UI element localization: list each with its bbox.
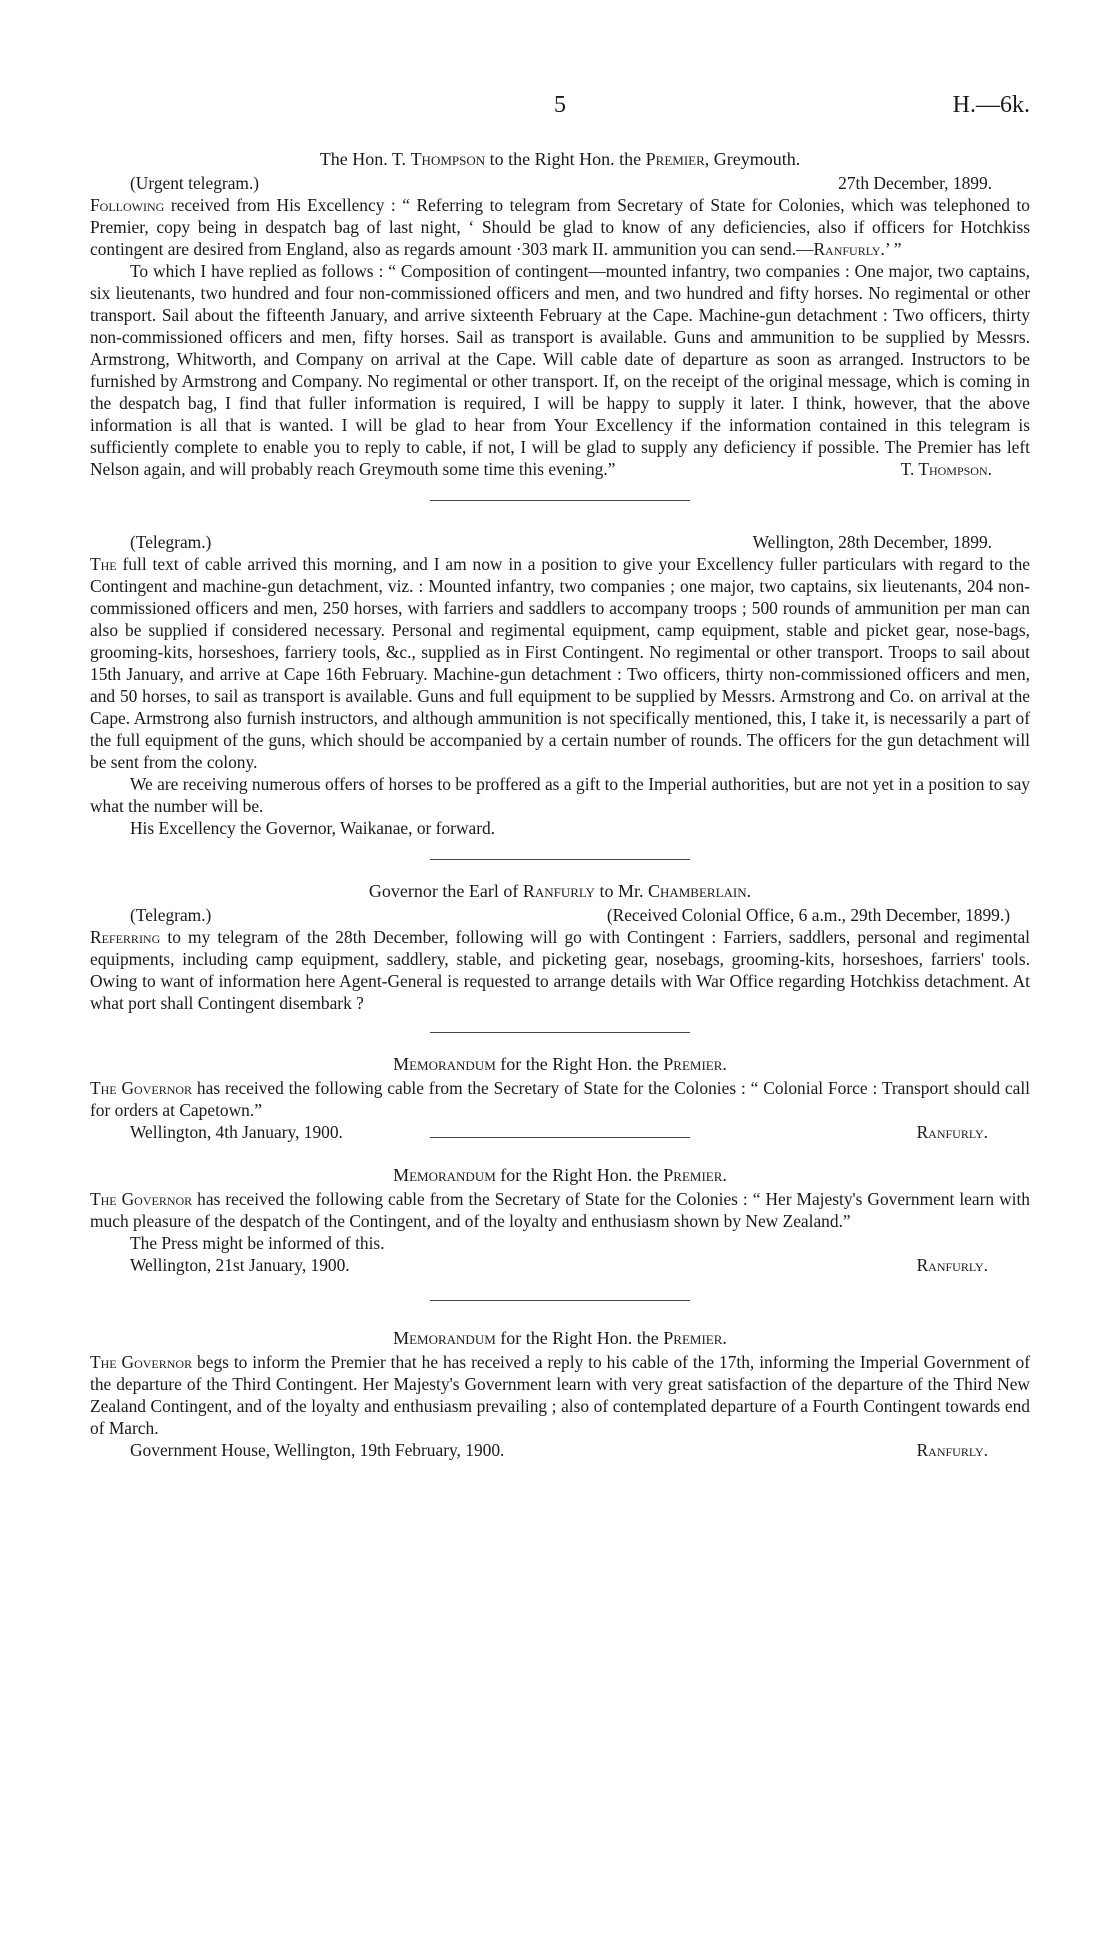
place-date: Wellington, 4th January, 1900. xyxy=(130,1122,343,1142)
title-text: to Mr. xyxy=(594,881,648,901)
section-ranfurly-chamberlain xyxy=(90,880,1030,1014)
signoff xyxy=(90,1121,1030,1143)
paragraph xyxy=(90,1077,1030,1121)
paragraph-lead: Following xyxy=(90,195,165,215)
title-lead: Memorandum xyxy=(393,1328,496,1348)
divider xyxy=(430,1137,690,1138)
page-number: 5 xyxy=(554,92,566,118)
document-page xyxy=(90,92,1030,1461)
title-name: Premier xyxy=(663,1165,723,1185)
paragraph-text: To which I have replied as follows : “ Composition of contingent—mounted infantry, two companies : One major, two captains, six lieutenants, two hundred and four non-commissioned officers and men, and two hundred and fifty horses. No regimental or other transport. Sail about the fifteenth January, and arrive sixteenth February at the Cape. Machine-gun detachment : Two officers, thirty non-commissioned officers and men, fifty horses. Sail as transport is available. Guns and ammunition to be supplied by Messrs. Armstrong, Whitworth, and Company on arrival at the Cape. Will cable date of departure as soon as arranged. Instructors to be furnished by Armstrong and Company. No regimental or other transport. If, on the receipt of the original message, which is coming in the despatch bag, I find that fuller information is required, I will be happy to supply it later. I think, however, that the above information is all that is wanted. I will be glad to hear from Your Excellency if the information contained in this telegram is sufficiently complete to enable you to reply to cable, if not, I will be glad to supply any deficiency if possible. The Premier has left Nelson again, and will probably reach Greymouth some time this evening.” xyxy=(90,261,1030,479)
section-memorandum-3 xyxy=(90,1327,1030,1461)
title-text: for the Right Hon. the xyxy=(495,1165,664,1185)
paragraph xyxy=(90,553,1030,773)
title-text: . xyxy=(722,1054,727,1074)
telegram-date: 27th December, 1899. xyxy=(838,173,992,193)
paragraph-text: full text of cable arrived this morning, and I am now in a position to give your Excellency fuller particulars with regard to the Contingent and machine-gun detachment, viz. : Mounted infantry, two companies ; one major, two captains, six lieutenants, 204 non-commissioned officers and men, 250 horses, with farriers and saddlers to accompany troops ; 500 rounds of ammunition per man can also be supplied if considered necessary. Personal and regimental equipment, camp equipment, stable and picket gear, nose-bags, grooming-kits, horseshoes, farriery tools, &c., supplied as in First Contingent. No regimental or other transport. Troops to sail about 15th January, and arrive at Cape 16th February. Machine-gun detachment : Two officers, thirty non-commissioned officers and men, and 50 horses, to sail as transport is available. Guns and full equipment to be supplied by Messrs. Armstrong and Co. on arrival at the Cape. Armstrong also furnish instructors, and although ammunition is not specifically mentioned, this, I take it, is necessarily a part of the full equipment of the guns, which should be accompanied by a certain number of rounds. The officers for the gun detachment will be sent from the colony. xyxy=(90,554,1030,772)
paragraph-text: .’ ” xyxy=(880,239,902,259)
title-text: . xyxy=(722,1165,727,1185)
title-name: Premier xyxy=(663,1328,723,1348)
telegram-date: (Received Colonial Office, 6 a.m., 29th December, 1899.) xyxy=(606,905,1010,925)
telegram-date: Wellington, 28th December, 1899. xyxy=(752,532,992,552)
title-name: Premier xyxy=(645,149,705,169)
section-wellington-telegram xyxy=(90,531,1030,839)
section-memorandum-2 xyxy=(90,1164,1030,1276)
divider xyxy=(430,1300,690,1301)
paragraph xyxy=(90,1188,1030,1232)
section-title xyxy=(90,880,1030,902)
telegram-meta xyxy=(90,172,1030,194)
paragraph-text: has received the following cable from the Secretary of State for the Colonies : “ Her Majesty's Government learn with much pleasure of the despatch of the Contingent, and of the loyalty and enthusiasm shown by New Zealand.” xyxy=(90,1189,1030,1231)
title-text: to the Right Hon. the xyxy=(485,149,646,169)
telegram-type: (Urgent telegram.) xyxy=(130,173,260,193)
paragraph xyxy=(90,926,1030,1014)
signature: Ranfurly. xyxy=(916,1440,988,1460)
section-thompson-telegram xyxy=(90,148,1030,480)
title-lead: Memorandum xyxy=(393,1054,496,1074)
section-title xyxy=(90,1053,1030,1075)
signoff xyxy=(90,1254,1030,1276)
title-name: Ranfurly xyxy=(522,881,595,901)
signature: Ranfurly. xyxy=(916,1122,988,1142)
paragraph-lead: The Governor xyxy=(90,1078,193,1098)
telegram-meta xyxy=(90,531,1030,553)
addressee: His Excellency the Governor, Waikanae, or forward. xyxy=(130,818,496,838)
divider xyxy=(430,859,690,860)
paragraph-text: to my telegram of the 28th December, following will go with Contingent : Farriers, saddlers, personal and regimental equipments, including camp equipment, saddlery, stable, and picketing gear, nosebags, grooming-kits, horseshoes, farriers' tools. Owing to want of information here Agent-General is requested to arrange details with War Office regarding Hotchkiss detachment. At what port shall Contingent disembark ? xyxy=(90,927,1030,1013)
paragraph-text: has received the following cable from the Secretary of State for the Colonies : “ Colonial Force : Transport should call for orders at Capetown.” xyxy=(90,1078,1031,1120)
section-title xyxy=(90,148,1030,170)
signature: T. Thompson. xyxy=(900,459,992,479)
telegram-type: (Telegram.) xyxy=(130,532,212,552)
page-header xyxy=(90,92,1030,128)
paragraph-lead: The Governor xyxy=(90,1352,193,1372)
title-text: , Greymouth. xyxy=(704,149,801,169)
place-date: Wellington, 21st January, 1900. xyxy=(130,1255,350,1275)
paragraph-text: received from His Excellency : “ Referring to telegram from Secretary of State for Colonies, which was telephoned to Premier, copy being in despatch bag of last night, ‘ Should be glad to know of any deficiencies, also if officers for Hotchkiss contingent are desired from England, also as regards amount ·303 mark II. ammunition you can send.— xyxy=(90,195,1030,259)
telegram-type: (Telegram.) xyxy=(130,905,212,925)
paragraph: We are receiving numerous offers of horses to be proffered as a gift to the Imperial authorities, but are not yet in a position to say what the number will be. xyxy=(90,774,1030,816)
paragraph-lead: The Governor xyxy=(90,1189,193,1209)
note: The Press might be informed of this. xyxy=(130,1233,385,1253)
title-name: Chamberlain xyxy=(647,881,747,901)
place-date: Government House, Wellington, 19th February, 1900. xyxy=(130,1440,505,1460)
title-lead: Memorandum xyxy=(393,1165,496,1185)
paragraph xyxy=(90,1351,1030,1439)
title-text: . xyxy=(722,1328,727,1348)
paragraph-lead: Referring xyxy=(90,927,161,947)
title-text: for the Right Hon. the xyxy=(495,1054,664,1074)
title-name: Premier xyxy=(663,1054,723,1074)
inline-signature: Ranfurly xyxy=(813,239,881,259)
divider xyxy=(430,500,690,501)
paragraph-text: begs to inform the Premier that he has received a reply to his cable of the 17th, informing the Imperial Government of the departure of the Third Contingent. Her Majesty's Government learn with very great satisfaction of the departure of the Third New Zealand Contingent, and of the loyalty and enthusiasm prevailing ; also of contemplated departure of a Fourth Contingent towards end of March. xyxy=(90,1352,1030,1438)
section-memorandum-1 xyxy=(90,1053,1030,1143)
section-title xyxy=(90,1164,1030,1186)
title-text: The Hon. T. xyxy=(319,149,411,169)
title-name: Thompson xyxy=(410,149,486,169)
paragraph xyxy=(90,260,1030,480)
page-reference: H.—6k. xyxy=(952,92,1030,118)
signature: Ranfurly. xyxy=(916,1255,988,1275)
signoff xyxy=(90,1439,1030,1461)
telegram-meta xyxy=(90,904,1030,926)
title-text: for the Right Hon. the xyxy=(495,1328,664,1348)
divider xyxy=(430,1032,690,1033)
paragraph-lead: The xyxy=(90,554,117,574)
title-text: . xyxy=(746,881,752,901)
title-text: Governor the Earl of xyxy=(368,881,523,901)
paragraph xyxy=(90,194,1030,260)
section-title xyxy=(90,1327,1030,1349)
